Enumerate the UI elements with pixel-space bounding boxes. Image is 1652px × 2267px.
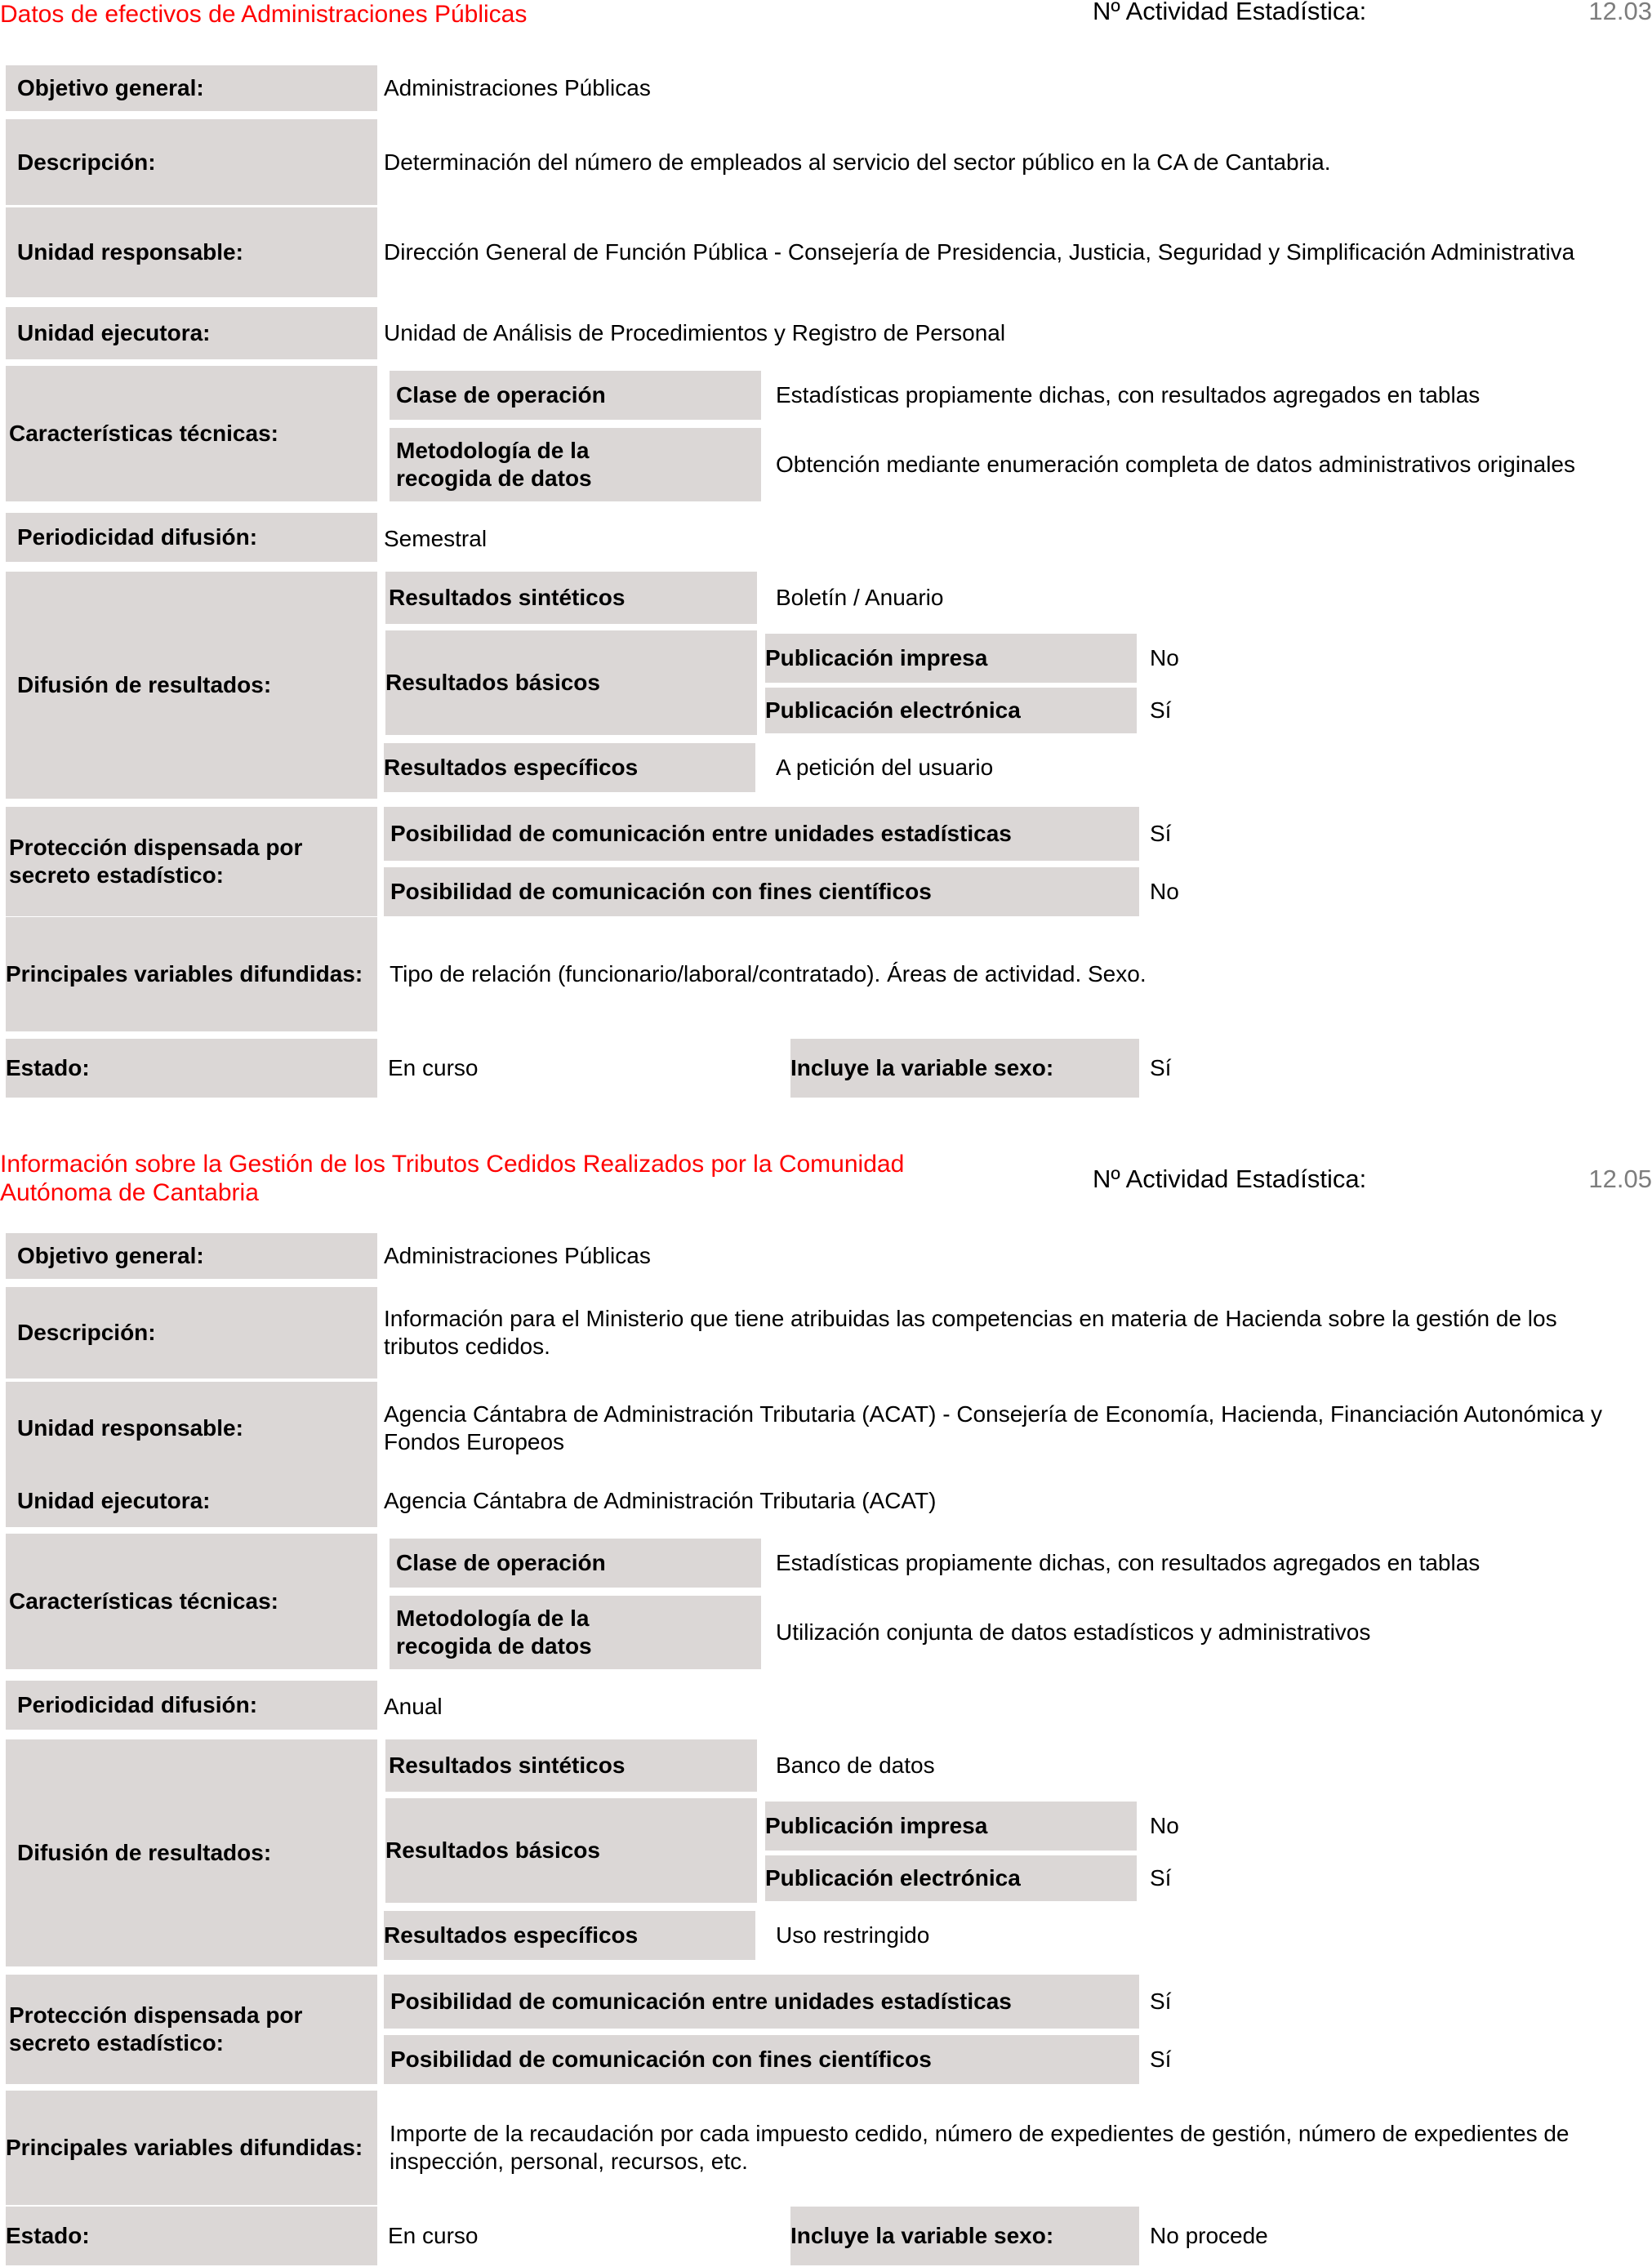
label-pub-impresa: Publicación impresa (765, 1802, 1137, 1851)
label-sexo: Incluye la variable sexo: (790, 1039, 1139, 1098)
value-descripcion: Determinación del número de empleados al servicio del sector público en la CA de Cantabria. (384, 149, 1331, 175)
value-unidad-ejecutora: Agencia Cántabra de Administración Tributaria (ACAT) (384, 1488, 937, 1513)
label-metodologia: Metodología de la recogida de datos (390, 428, 761, 501)
label-basicos: Resultados básicos (385, 630, 757, 735)
value-periodicidad: Anual (384, 1694, 443, 1719)
label-com-unidades: Posibilidad de comunicación entre unidades estadísticas (384, 1975, 1139, 2029)
label-com-cientificos: Posibilidad de comunicación con fines científicos (384, 867, 1139, 916)
value-clase-operacion: Estadísticas propiamente dichas, con resultados agregados en tablas (776, 382, 1481, 408)
value-especificos: A petición del usuario (776, 755, 994, 780)
label-caracteristicas: Características técnicas: (6, 366, 377, 501)
value-pub-impresa: No (1150, 645, 1179, 670)
label-basicos: Resultados básicos (385, 1798, 757, 1903)
label-com-unidades: Posibilidad de comunicación entre unidades estadísticas (384, 807, 1139, 861)
value-estado: En curso (388, 2223, 479, 2248)
value-objetivo: Administraciones Públicas (384, 1243, 651, 1268)
label-pub-electronica: Publicación electrónica (765, 1855, 1137, 1901)
section-title: Información sobre la Gestión de los Tributos Cedidos Realizados por la Comunidad Autónoma de Cantabria (0, 1151, 905, 1206)
label-descripcion: Descripción: (6, 119, 377, 205)
label-proteccion: Protección dispensada por secreto estadístico: (6, 807, 377, 916)
value-objetivo: Administraciones Públicas (384, 75, 651, 100)
activity-label: Nº Actividad Estadística: (1093, 1165, 1367, 1193)
value-periodicidad: Semestral (384, 526, 488, 551)
label-sinteticos: Resultados sintéticos (385, 1739, 757, 1792)
label-sexo: Incluye la variable sexo: (790, 2207, 1139, 2265)
activity-number: 12.03 (1588, 0, 1652, 25)
label-objetivo: Objetivo general: (6, 1233, 377, 1279)
value-clase-operacion: Estadísticas propiamente dichas, con resultados agregados en tablas (776, 1550, 1481, 1575)
label-difusion: Difusión de resultados: (6, 572, 377, 799)
value-metodologia: Utilización conjunta de datos estadísticos y administrativos (776, 1619, 1371, 1645)
value-com-cientificos: Sí (1150, 2047, 1172, 2072)
label-unidad-ejecutora: Unidad ejecutora: (6, 307, 377, 359)
label-proteccion: Protección dispensada por secreto estadístico: (6, 1975, 377, 2084)
value-sinteticos: Banco de datos (776, 1753, 935, 1778)
value-pub-electronica: Sí (1150, 1865, 1172, 1891)
label-difusion: Difusión de resultados: (6, 1739, 377, 1966)
value-com-cientificos: No (1150, 879, 1179, 904)
label-unidad-responsable: Unidad responsable: (6, 1382, 377, 1475)
value-pub-impresa: No (1150, 1813, 1179, 1838)
value-com-unidades: Sí (1150, 1989, 1172, 2014)
value-variables: Importe de la recaudación por cada impuesto cedido, número de expedientes de gestión, número de expedientes de inspección, personal, recursos, etc. (390, 2121, 1570, 2174)
value-com-unidades: Sí (1150, 821, 1172, 846)
label-especificos: Resultados específicos (384, 1911, 755, 1960)
label-estado: Estado: (6, 2207, 377, 2265)
value-unidad-responsable: Agencia Cántabra de Administración Tributaria (ACAT) - Consejería de Economía, Hacienda, Financiación Autonómica y Fondos Europeos (384, 1401, 1603, 1454)
label-unidad-responsable: Unidad responsable: (6, 207, 377, 297)
value-sexo: Sí (1150, 1055, 1172, 1080)
value-especificos: Uso restringido (776, 1922, 930, 1948)
value-descripcion: Información para el Ministerio que tiene atribuidas las competencias en materia de Hacienda sobre la gestión de los tributos cedidos. (384, 1306, 1557, 1359)
label-estado: Estado: (6, 1039, 377, 1098)
label-objetivo: Objetivo general: (6, 65, 377, 111)
label-descripcion: Descripción: (6, 1287, 377, 1378)
value-pub-electronica: Sí (1150, 697, 1172, 723)
label-metodologia: Metodología de la recogida de datos (390, 1596, 761, 1669)
value-metodologia: Obtención mediante enumeración completa de datos administrativos originales (776, 452, 1575, 477)
label-periodicidad: Periodicidad difusión: (6, 1681, 377, 1730)
value-sexo: No procede (1150, 2223, 1268, 2248)
label-especificos: Resultados específicos (384, 743, 755, 792)
section-title: Datos de efectivos de Administraciones Públicas (0, 1, 528, 28)
label-clase-operacion: Clase de operación (390, 1539, 761, 1588)
label-unidad-ejecutora: Unidad ejecutora: (6, 1475, 377, 1527)
label-clase-operacion: Clase de operación (390, 371, 761, 420)
label-pub-electronica: Publicación electrónica (765, 688, 1137, 733)
label-pub-impresa: Publicación impresa (765, 634, 1137, 683)
label-variables: Principales variables difundidas: (6, 2091, 377, 2205)
value-sinteticos: Boletín / Anuario (776, 585, 944, 610)
label-caracteristicas: Características técnicas: (6, 1534, 377, 1669)
label-variables: Principales variables difundidas: (6, 917, 377, 1031)
value-unidad-ejecutora: Unidad de Análisis de Procedimientos y Registro de Personal (384, 320, 1006, 345)
value-variables: Tipo de relación (funcionario/laboral/contratado). Áreas de actividad. Sexo. (390, 961, 1147, 987)
activity-number: 12.05 (1588, 1165, 1652, 1193)
activity-label: Nº Actividad Estadística: (1093, 0, 1367, 25)
value-unidad-responsable: Dirección General de Función Pública - Consejería de Presidencia, Justicia, Seguridad y Simplificación Administrativa (384, 239, 1575, 265)
label-periodicidad: Periodicidad difusión: (6, 513, 377, 562)
value-estado: En curso (388, 1055, 479, 1080)
label-com-cientificos: Posibilidad de comunicación con fines científicos (384, 2035, 1139, 2084)
label-sinteticos: Resultados sintéticos (385, 572, 757, 624)
